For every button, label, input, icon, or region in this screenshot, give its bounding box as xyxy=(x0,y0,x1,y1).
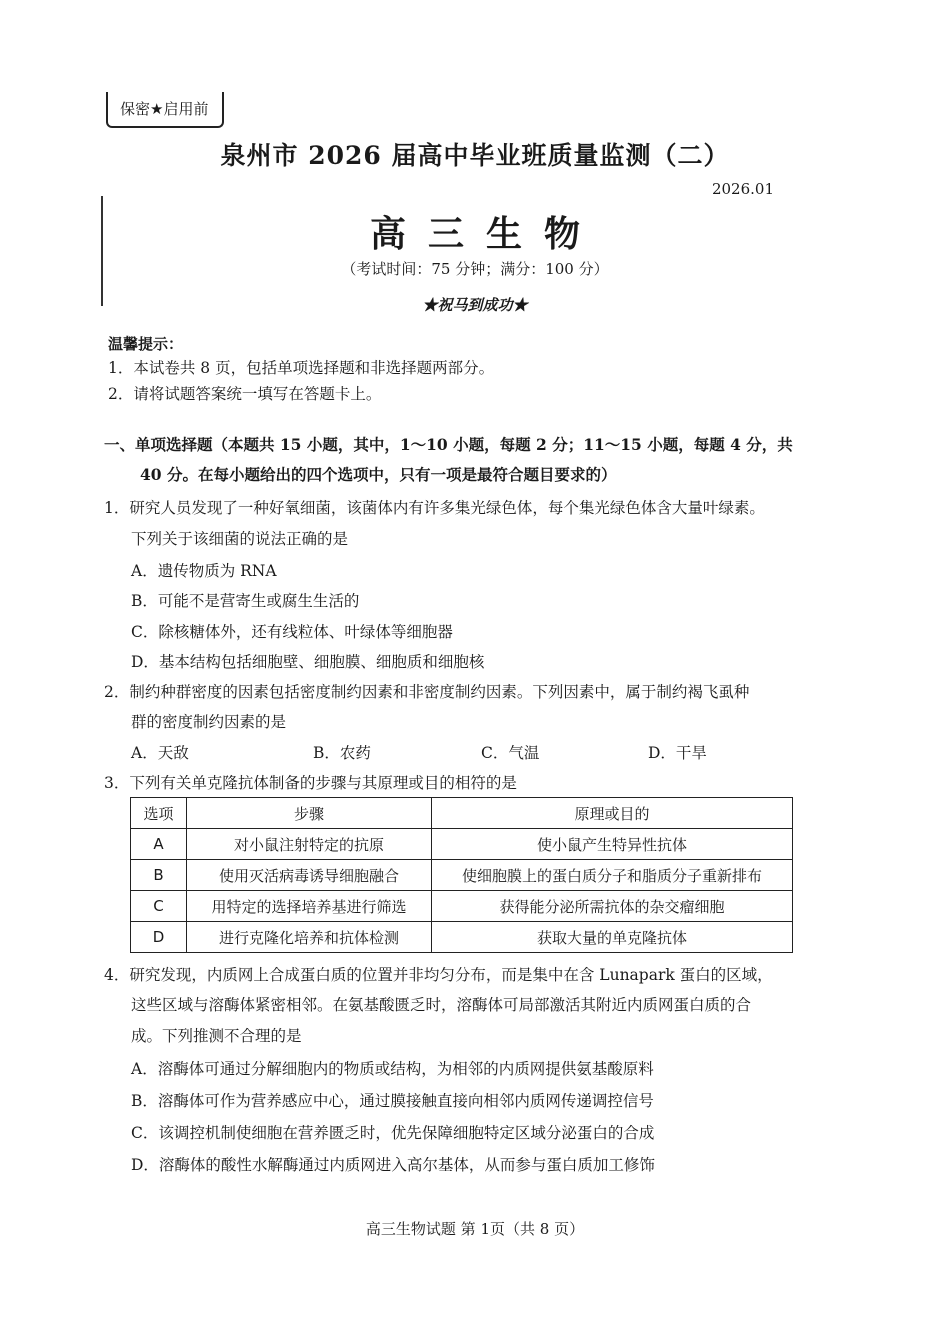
question-2-option: D．干旱 xyxy=(648,744,707,762)
question-3-table xyxy=(130,797,793,953)
question-3-stem: 3．下列有关单克隆抗体制备的步骤与其原理或目的相符的是 xyxy=(104,774,517,792)
table-cell: C xyxy=(131,891,187,922)
question-1-stem-cont: 下列关于该细菌的说法正确的是 xyxy=(131,530,349,548)
table-header-cell: 步骤 xyxy=(187,798,432,829)
exam-title: 泉州市 2026 届高中毕业班质量监测（二） xyxy=(220,141,730,170)
table-cell: A xyxy=(131,829,187,860)
table-cell: D xyxy=(131,922,187,953)
question-1-option: A．遗传物质为 RNA xyxy=(131,562,277,580)
table-cell: 使小鼠产生特异性抗体 xyxy=(432,829,793,860)
question-4-stem-cont: 这些区域与溶酶体紧密相邻。在氨基酸匮乏时，溶酶体可局部激活其附近内质网蛋白质的合 xyxy=(131,996,752,1014)
table-row xyxy=(131,891,793,922)
confidential-stamp: 保密★启用前 xyxy=(106,92,224,128)
question-2-stem: 2．制约种群密度的因素包括密度制约因素和非密度制约因素。下列因素中，属于制约褐飞虱种 xyxy=(104,683,750,701)
table-cell: 使用灭活病毒诱导细胞融合 xyxy=(187,860,432,891)
question-2-stem-cont: 群的密度制约因素的是 xyxy=(131,713,287,731)
question-4-option: D．溶酶体的酸性水解酶通过内质网进入高尔基体，从而参与蛋白质加工修饰 xyxy=(131,1156,655,1174)
tips-title: 温馨提示： xyxy=(108,335,184,353)
blessing-line: ★祝马到成功★ xyxy=(422,296,528,314)
table-cell: 对小鼠注射特定的抗原 xyxy=(187,829,432,860)
table-cell: 获得能分泌所需抗体的杂交瘤细胞 xyxy=(432,891,793,922)
question-2-option: A．天敌 xyxy=(131,744,189,762)
exam-info: （考试时间：75 分钟；满分：100 分） xyxy=(341,260,609,278)
table-cell: 获取大量的单克隆抗体 xyxy=(432,922,793,953)
question-4-option: A．溶酶体可通过分解细胞内的物质或结构，为相邻的内质网提供氨基酸原料 xyxy=(131,1060,654,1078)
table-cell: 使细胞膜上的蛋白质分子和脂质分子重新排布 xyxy=(432,860,793,891)
exam-date: 2026.01 xyxy=(711,180,774,198)
table-cell: B xyxy=(131,860,187,891)
table-header-cell: 选项 xyxy=(131,798,187,829)
table-header-cell: 原理或目的 xyxy=(432,798,793,829)
question-1-option: B．可能不是营寄生或腐生生活的 xyxy=(131,592,360,610)
question-4-stem: 4．研究发现，内质网上合成蛋白质的位置并非均匀分布，而是集中在含 Lunapark 蛋白的区域， xyxy=(104,966,773,984)
table-cell: 用特定的选择培养基进行筛选 xyxy=(187,891,432,922)
table-row xyxy=(131,922,793,953)
question-2-option: B．农药 xyxy=(313,744,371,762)
table-row xyxy=(131,860,793,891)
question-2-option: C．气温 xyxy=(481,744,540,762)
table-cell: 进行克隆化培养和抗体检测 xyxy=(187,922,432,953)
question-4-option: C．该调控机制使细胞在营养匮乏时，优先保障细胞特定区域分泌蛋白的合成 xyxy=(131,1124,655,1142)
question-1-stem: 1．研究人员发现了一种好氧细菌，该菌体内有许多集光绿色体，每个集光绿色体含大量叶绿素。 xyxy=(104,499,765,517)
table-header-row xyxy=(131,798,793,829)
subject-title: 高三生物 xyxy=(369,213,602,255)
page-footer: 高三生物试题 第 1页（共 8 页） xyxy=(365,1220,585,1238)
question-1-option: C．除核糖体外，还有线粒体、叶绿体等细胞器 xyxy=(131,623,453,641)
question-4-option: B．溶酶体可作为营养感应中心，通过膜接触直接向相邻内质网传递调控信号 xyxy=(131,1092,654,1110)
question-1-option: D．基本结构包括细胞壁、细胞膜、细胞质和细胞核 xyxy=(131,653,485,671)
question-4-stem-cont: 成。下列推测不合理的是 xyxy=(131,1027,302,1045)
tip-item: 1．本试卷共 8 页，包括单项选择题和非选择题两部分。 xyxy=(108,359,495,377)
section-heading-cont: 40 分。在每小题给出的四个选项中，只有一项是最符合题目要求的） xyxy=(140,465,617,484)
section-heading: 一、单项选择题（本题共 15 小题，其中，1～10 小题，每题 2 分；11～15 小题，每题 4 分，共 xyxy=(104,435,793,454)
tip-item: 2．请将试题答案统一填写在答题卡上。 xyxy=(108,385,382,403)
table-row xyxy=(131,829,793,860)
